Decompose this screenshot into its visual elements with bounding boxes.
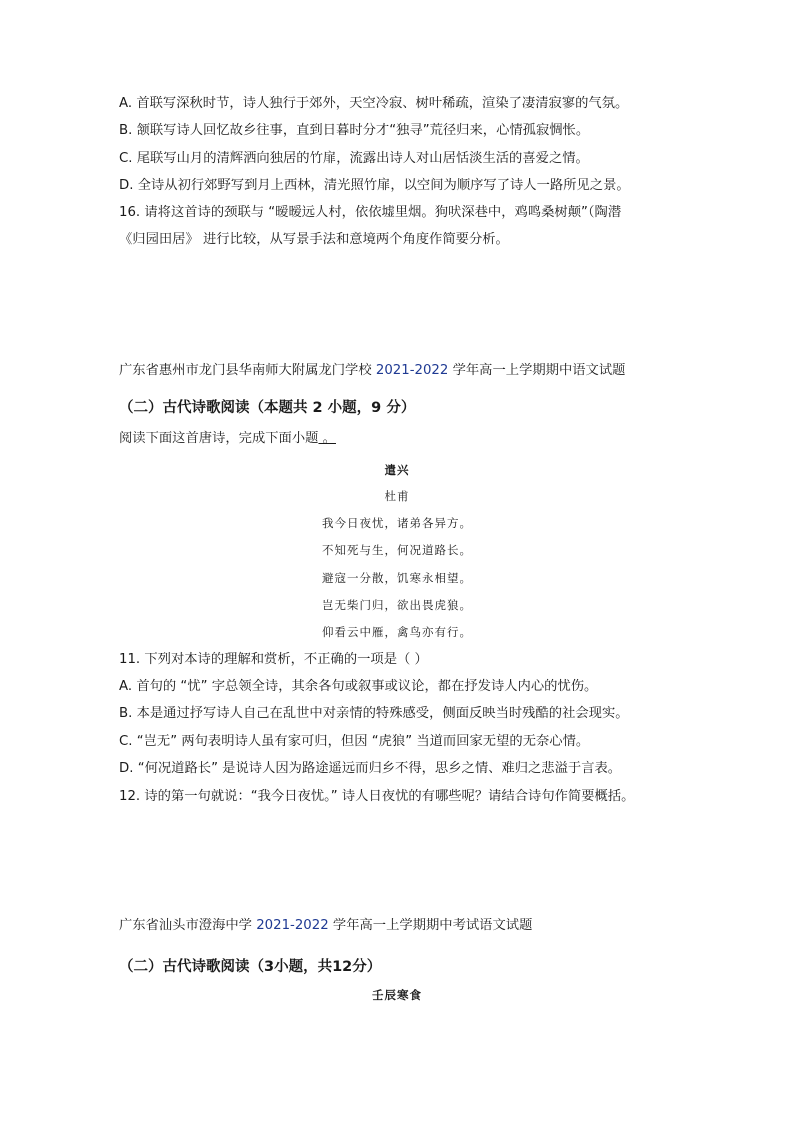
option-a: A. 首联写深秋时节，诗人独行于郊外，天空冷寂、树叶稀疏，渲染了凄清寂寥的气氛。 (119, 96, 629, 111)
poem-line: 不知死与生，何况道路长。 (322, 543, 472, 557)
source-term: 学年高一上学期期中考试语文试题 (328, 918, 533, 933)
q11-option-d: D. “何况道路长” 是说诗人因为路途遥远而归乡不得，思乡之情、难归之悲溢于言表。 (119, 761, 622, 776)
poem-author: 杜甫 (384, 489, 410, 503)
source-year: 2021-2022 (375, 363, 449, 378)
poem-line: 我今日夜忧，诸弟各异方。 (322, 516, 472, 530)
source-line-shantou (119, 917, 532, 935)
poem-title-2: 壬辰寒食 (372, 988, 422, 1002)
instruction-mark: 。 (318, 431, 336, 446)
section-heading-poetry-2: （二）古代诗歌阅读（3小题，共12分） (119, 959, 382, 975)
source-school: 广东省汕头市澄海中学 (119, 918, 257, 933)
question-16-line-2: 《归园田居》 进行比较，从写景手法和意境两个角度作简要分析。 (119, 232, 509, 247)
option-b: B. 颔联写诗人回忆故乡往事，直到日暮时分才“独寻”荒径归来，心情孤寂惆怅。 (119, 123, 590, 138)
question-12: 12. 诗的第一句就说：“我今日夜忧。” 诗人日夜忧的有哪些呢？请结合诗句作简要概括。 (119, 789, 635, 804)
source-term: 学年高一上学期期中语文试题 (448, 363, 626, 378)
q11-option-a: A. 首句的 “忧” 字总领全诗，其余各句或叙事或议论，都在抒发诗人内心的忧伤。 (119, 679, 598, 694)
poem-line: 岂无柴门归，欲出畏虎狼。 (322, 598, 472, 612)
source-school: 广东省惠州市龙门县华南师大附属龙门学校 (119, 363, 376, 378)
option-c: C. 尾联写山月的清辉洒向独居的竹扉，流露出诗人对山居恬淡生活的喜爱之情。 (119, 151, 589, 166)
q11-option-b: B. 本是通过抒写诗人自己在乱世中对亲情的特殊感受，侧面反映当时残酷的社会现实。 (119, 706, 629, 721)
option-d: D. 全诗从初行郊野写到月上西林，清光照竹扉，以空间为顺序写了诗人一路所见之景。 (119, 178, 630, 193)
q11-option-c: C. “岂无” 两句表明诗人虽有家可归，但因 “虎狼” 当道而回家无望的无奈心情。 (119, 734, 590, 749)
poem-line: 避寇一分散，饥寒永相望。 (322, 571, 472, 585)
poem-line: 仰看云中雁，禽鸟亦有行。 (322, 625, 472, 639)
poem-title: 遣兴 (384, 463, 410, 477)
section-heading-poetry: （二）古代诗歌阅读（本题共 2 小题，9 分） (119, 400, 416, 416)
source-year: 2021-2022 (256, 918, 329, 933)
question-16-line-1: 16. 请将这首诗的颈联与 “暧暧远人村，依依墟里烟。狗吠深巷中，鸡鸣桑树颠”（陶潜 (119, 205, 622, 220)
instruction-text: 阅读下面这首唐诗，完成下面小题 (119, 431, 319, 446)
question-11: 11. 下列对本诗的理解和赏析，不正确的一项是（ ） (119, 652, 428, 667)
reading-instruction (119, 430, 336, 448)
source-line-huizhou (119, 362, 625, 380)
